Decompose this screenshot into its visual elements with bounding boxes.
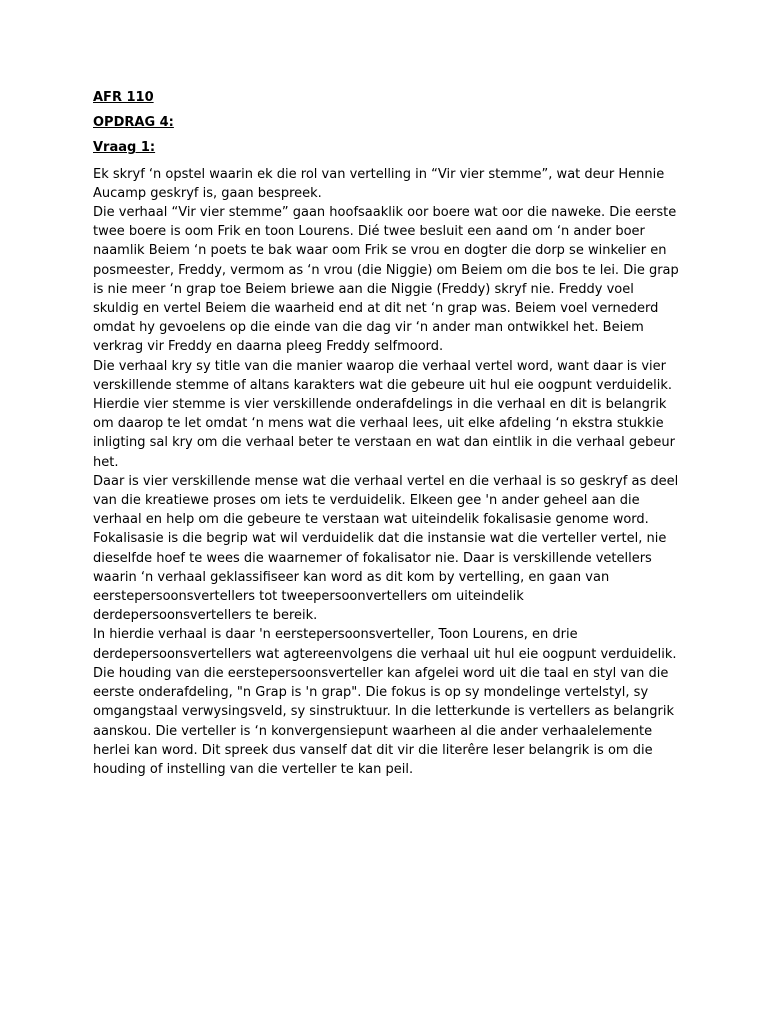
paragraph-summary: Die verhaal “Vir vier stemme” gaan hoofsaaklik oor boere wat oor die naweke. Die eerste twee boere is oom Frik en toon Lourens. Dié twee besluit een aand om ‘n ander boer naamlik Beiem ‘n poets te bak waar oom Frik se vrou en dogter die dorp se winkelier en posmeester, Freddy, vermom as ‘n vrou (die Niggie) om Beiem om die bos te lei. Die grap is nie meer ‘n grap toe Beiem briewe aan die Niggie (Freddy) skryf nie. Freddy voel skuldig en vertel Beiem die waarheid end at dit net ‘n grap was. Beiem voel vernederd omdat hy gevoelens op die einde van die dag vir ‘n ander man ontwikkel het. Beiem verkrag vir Freddy en daarna pleeg Freddy selfmoord.	[93, 205, 679, 355]
assignment-heading: OPDRAG 4:	[93, 115, 174, 131]
document-body	[93, 88, 683, 779]
paragraph-first-person-narrator: In hierdie verhaal is daar 'n eerstepersoonsverteller, Toon Lourens, en drie derdepersoonsvertellers wat agtereenvolgens die verhaal uit hul eie oogpunt verduidelik. Die houding van die eerstepersoonsverteller kan afgelei word uit die taal en styl van die eerste onderafdeling, "n Grap is 'n grap". Die fokus is op sy mondelinge vertelstyl, sy omgangstaal verwysingsveld, sy sinstruktuur. In die letterkunde is vertellers as belangrik aanskou. Die verteller is ‘n konvergensiepunt waarheen al die ander verhaalelemente herlei kan word. Dit spreek dus vanself dat dit vir die literêre leser belangrik is om die houding of instelling van die verteller te kan peil.	[93, 627, 677, 777]
question-heading: Vraag 1:	[93, 140, 156, 156]
paragraph-narrators-focalisation: Daar is vier verskillende mense wat die verhaal vertel en die verhaal is so geskryf as deel van die kreatiewe proses om iets te verduidelik. Elkeen gee 'n ander geheel aan die verhaal en help om die gebeure te verstaan wat uiteindelik fokalisasie genome word. Fokalisasie is die begrip wat wil verduidelik dat die instansie wat die verteller vertel, nie dieselfde hoef te wees die waarnemer of fokalisator nie. Daar is verskillende vetellers waarin ‘n verhaal geklassifiseer kan word as dit kom by vertelling, en gaan van eerstepersoonsvertellers tot tweepersoonvertellers om uiteindelik derdepersoonsvertellers te bereik.	[93, 473, 679, 624]
paragraph-title-explanation: Die verhaal kry sy title van die manier waarop die verhaal vertel word, want daar is vier verskillende stemme of altans karakters wat die gebeure uit hul eie oogpunt verduidelik. Hierdie vier stemme is vier verskillende onderafdelings in die verhaal en dit is belangrik om daarop te let omdat ‘n mens wat die verhaal lees, uit elke afdeling ‘n ekstra stukkie inligting sal kry om die verhaal beter te verstaan en wat dan eintlik in die verhaal gebeur het.	[93, 358, 675, 470]
course-code-heading: AFR 110	[93, 90, 154, 105]
intro-paragraph: Ek skryf ‘n opstel waarin ek die rol van vertelling in “Vir vier stemme”, wat deur Hennie Aucamp geskryf is, gaan bespreek.	[93, 166, 665, 201]
